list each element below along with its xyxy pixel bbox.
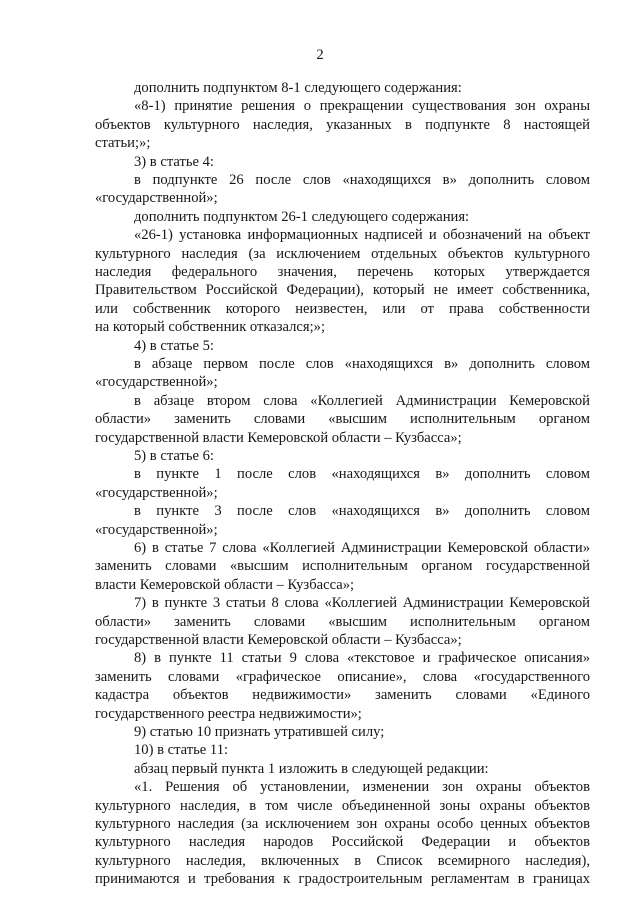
text-line: принимаются и требования к градостроительным регламентам в границах — [95, 871, 590, 888]
text-line: дополнить подпунктом 8-1 следующего содержания: — [134, 80, 462, 96]
text-line: заменить словами «высшим исполнительным органом государственной — [95, 558, 590, 575]
text-line: или собственник которого неизвестен, или от права собственности — [95, 300, 590, 317]
text-line: «26-1) установка информационных надписей и обозначений на объект — [134, 227, 590, 244]
text-line: статьи;»; — [95, 135, 151, 152]
text-line: 6) в статье 7 слова «Коллегией Администрации Кемеровской области» — [134, 540, 590, 556]
text-line: заменить словами «графическое описание», слова «государственного — [95, 668, 590, 685]
text-line: 7) в пункте 3 статьи 8 слова «Коллегией Администрации Кемеровской — [134, 595, 590, 612]
text-line: государственной власти Кемеровской области – Кузбасса»; — [95, 429, 462, 446]
text-line: Правительством Российской Федерации), который не имеет собственника, — [95, 282, 590, 299]
text-line: 5) в статье 6: — [134, 448, 214, 464]
text-line: 9) статью 10 признать утратившей силу; — [134, 724, 385, 740]
text-line: дополнить подпунктом 26-1 следующего содержания: — [134, 208, 470, 225]
text-line: власти Кемеровской области – Кузбасса»; — [95, 576, 355, 593]
text-line: 4) в статье 5: — [134, 337, 214, 354]
text-line: культурного наследия народов Российской Федерации и объектов — [95, 834, 590, 851]
text-line: «государственной»; — [95, 374, 218, 391]
text-line: кадастра объектов недвижимости» заменить словами «Единого — [95, 687, 590, 704]
text-line: «государственной»; — [95, 521, 218, 538]
text-line: области» заменить словами «высшим исполнительным органом — [95, 411, 590, 428]
text-line: в пункте 3 после слов «находящихся в» дополнить словом — [134, 503, 590, 520]
text-line: 10) в статье 11: — [134, 742, 229, 759]
text-line: государственного реестра недвижимости»; — [95, 705, 362, 722]
text-line: «государственной»; — [95, 190, 218, 207]
text-line: культурного наследия, включенных в Список всемирного наследия), — [95, 852, 590, 869]
text-line: государственной власти Кемеровской области – Кузбасса»; — [95, 632, 462, 648]
text-line: в абзаце втором слова «Коллегией Администрации Кемеровской — [134, 392, 590, 409]
text-line: объектов культурного наследия, указанных в подпункте 8 настоящей — [95, 116, 590, 133]
text-line: «государственной»; — [95, 484, 218, 501]
text-line: наследия федерального значения, перечень которых утверждается — [95, 264, 590, 280]
page-number: 2 — [316, 47, 324, 63]
text-line: культурного наследия, в том числе объединенной зоны охраны объектов — [95, 797, 590, 814]
text-line: абзац первый пункта 1 изложить в следующей редакции: — [134, 760, 489, 777]
text-line: в подпункте 26 после слов «находящихся в» дополнить словом — [134, 172, 590, 188]
text-line: в пункте 1 после слов «находящихся в» дополнить словом — [134, 466, 590, 483]
text-line: культурного наследия (за исключением отдельных объектов культурного — [95, 245, 590, 262]
text-line: в абзаце первом после слов «находящихся в» дополнить словом — [134, 356, 590, 372]
text-line: 8) в пункте 11 статьи 9 слова «текстовое и графическое описания» — [134, 650, 590, 667]
text-line: «1. Решения об установлении, изменении зон охраны объектов — [134, 779, 590, 796]
text-line: культурного наследия (за исключением зон охраны особо ценных объектов — [95, 816, 590, 832]
text-line: области» заменить словами «высшим исполнительным органом — [95, 613, 590, 630]
text-line: на который собственник отказался;»; — [95, 319, 326, 336]
text-line: 3) в статье 4: — [134, 153, 214, 170]
text-line: «8-1) принятие решения о прекращении существования зон охраны — [134, 98, 590, 115]
